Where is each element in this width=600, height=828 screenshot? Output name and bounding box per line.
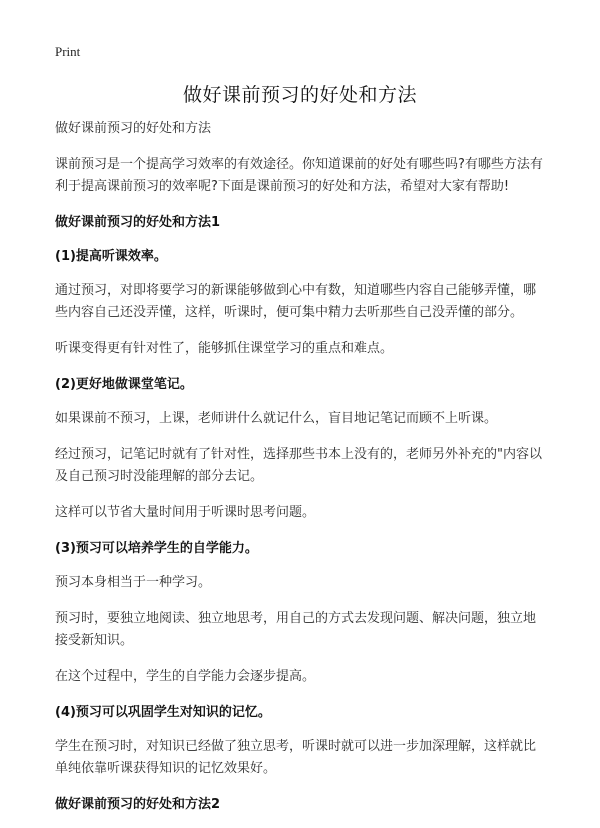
point-heading-1: (1)提高听课效率。 [55, 249, 167, 264]
paragraph: 预习本身相当于一种学习。 [55, 575, 212, 590]
paragraph: 听课变得更有针对性了，能够抓住课堂学习的重点和难点。 [55, 341, 394, 356]
paragraph: 学生在预习时，对知识已经做了独立思考，听课时就可以进一步加深理解，这样就比单纯依靠听课获得知识的记忆效果好。 [55, 739, 537, 776]
paragraph: 经过预习，记笔记时就有了针对性，选择那些书本上没有的，老师另外补充的"内容以及自己预习时没能理解的部分去记。 [55, 447, 542, 484]
paragraph: 如果课前不预习，上课，老师讲什么就记什么，盲目地记笔记而顾不上听课。 [55, 411, 498, 426]
page-title: 做好课前预习的好处和方法 [182, 84, 417, 106]
section-heading-1: 做好课前预习的好处和方法1 [55, 215, 221, 230]
point-heading-3: (3)预习可以培养学生的自学能力。 [55, 541, 258, 556]
point-heading-2: (2)更好地做课堂笔记。 [55, 377, 193, 392]
paragraph: 预习时，要独立地阅读、独立地思考，用自己的方式去发现问题、解决问题，独立地接受新知识。 [55, 611, 537, 648]
article-body [55, 118, 548, 828]
article-subtitle: 做好课前预习的好处和方法 [55, 121, 212, 136]
paragraph: 在这个过程中，学生的自学能力会逐步提高。 [55, 669, 316, 684]
print-link[interactable]: Print [55, 44, 81, 59]
section-heading-2: 做好课前预习的好处和方法2 [55, 797, 221, 812]
point-heading-4: (4)预习可以巩固学生对知识的记忆。 [55, 705, 271, 720]
paragraph: 这样可以节省大量时间用于听课时思考问题。 [55, 505, 316, 520]
paragraph: 通过预习，对即将要学习的新课能够做到心中有数，知道哪些内容自己能够弄懂，哪些内容自己还没弄懂，这样，听课时，便可集中精力去听那些自己没弄懂的部分。 [55, 283, 537, 320]
intro-paragraph: 课前预习是一个提高学习效率的有效途径。你知道课前的好处有哪些吗?有哪些方法有利于提高课前预习的效率呢?下面是课前预习的好处和方法，希望对大家有帮助! [55, 157, 543, 194]
